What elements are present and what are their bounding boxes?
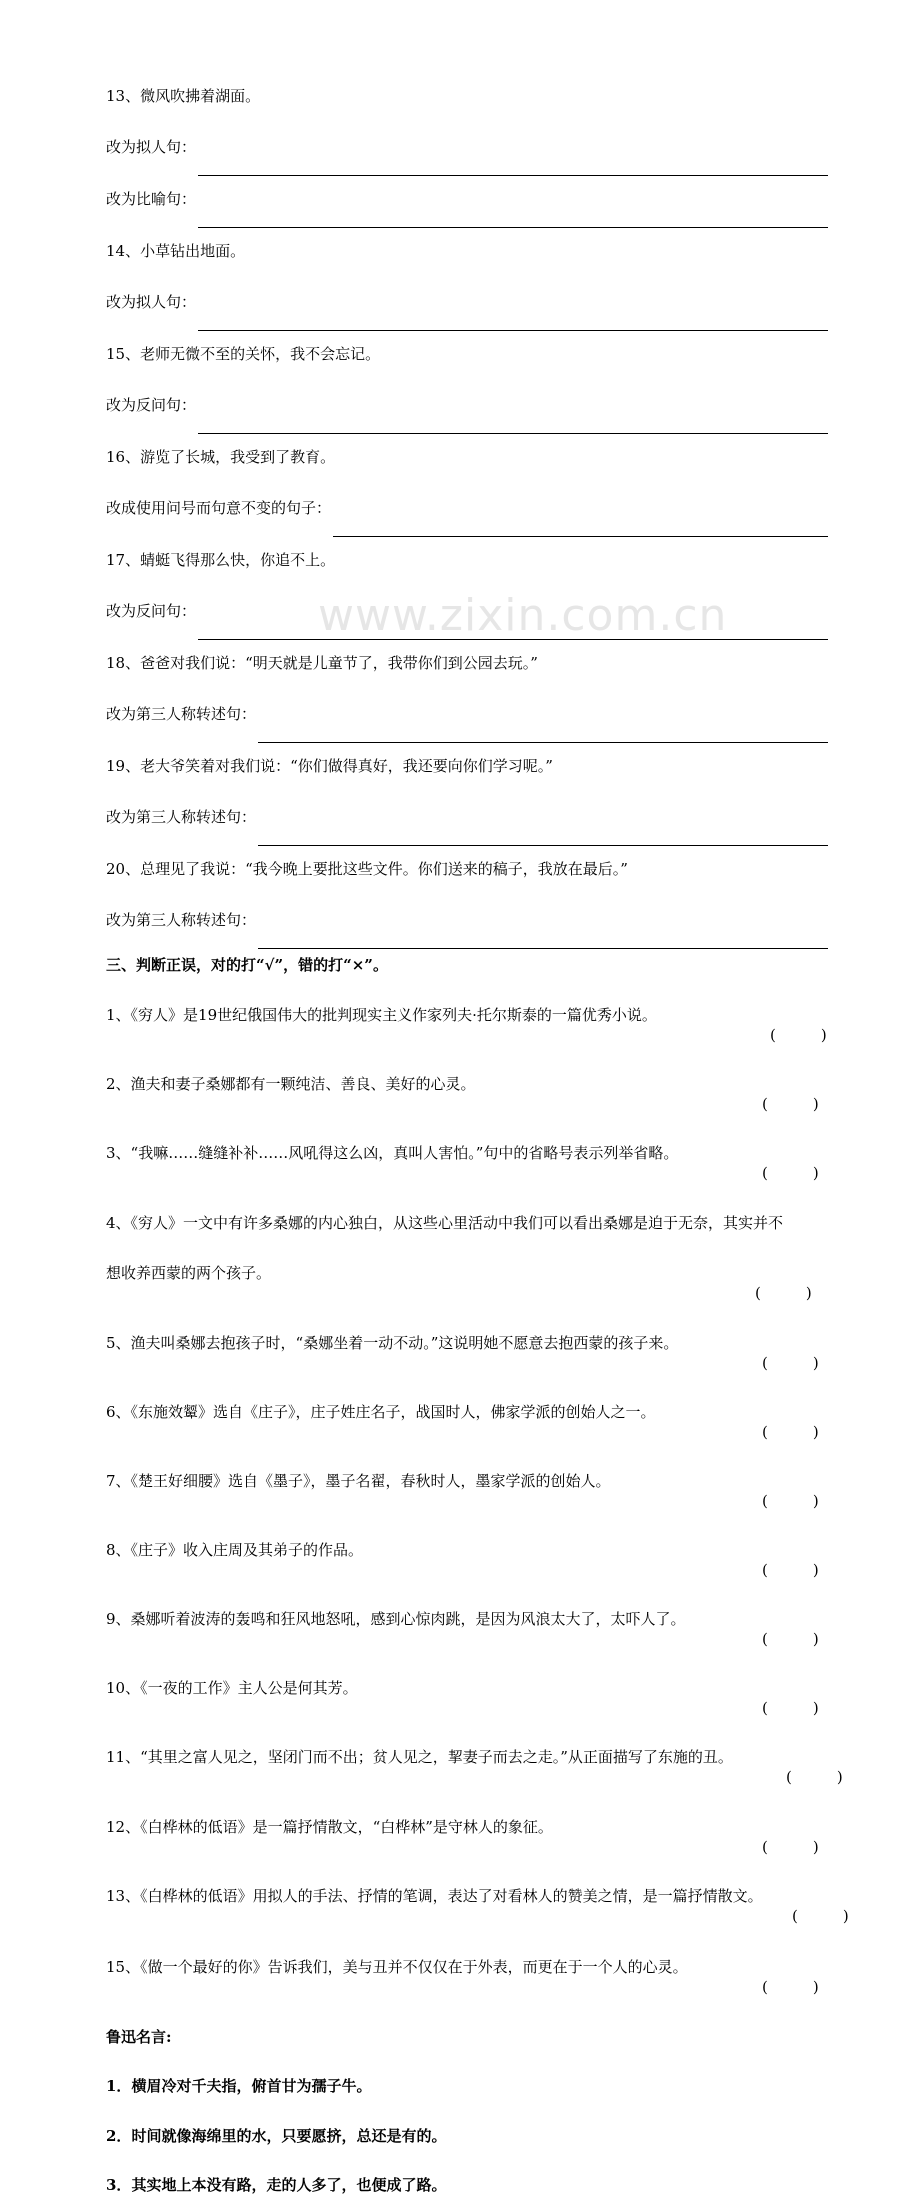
answer-line[interactable] <box>258 948 828 949</box>
judge-item: 12、《白桦林的低语》是一篇抒情散文，“白桦林”是守林人的象征。 <box>106 1818 553 1836</box>
rewrite-prompt: 改为第三人称转述句： <box>106 911 257 929</box>
answer-parentheses[interactable]: ( ) <box>786 1768 843 1786</box>
judge-item: 6、《东施效颦》选自《庄子》，庄子姓庄名子，战国时人，佛家学派的创始人之一。 <box>106 1403 656 1421</box>
rewrite-question: 19、老大爷笑着对我们说：“你们做得真好，我还要向你们学习呢。” <box>106 757 553 775</box>
quote-number: 3． <box>106 2176 132 2194</box>
rewrite-prompt: 改成使用问号而句意不变的句子： <box>106 499 332 517</box>
answer-parentheses[interactable]: ( ) <box>762 1354 819 1372</box>
rewrite-question: 20、总理见了我说：“我今晚上要批这些文件。你们送来的稿子，我放在最后。” <box>106 860 628 878</box>
quote-text: 时间就像海绵里的水，只要愿挤，总还是有的。 <box>131 2127 447 2145</box>
rewrite-question: 18、爸爸对我们说：“明天就是儿童节了，我带你们到公园去玩。” <box>106 654 538 672</box>
answer-parentheses[interactable]: ( ) <box>762 1699 819 1717</box>
judge-item: 10、《一夜的工作》主人公是何其芳。 <box>106 1679 358 1697</box>
rewrite-question: 13、微风吹拂着湖面。 <box>106 87 261 105</box>
answer-parentheses[interactable]: ( ) <box>792 1907 849 1925</box>
answer-parentheses[interactable]: ( ) <box>762 1492 819 1510</box>
judge-item: 4、《穷人》一文中有许多桑娜的内心独白，从这些心里活动中我们可以看出桑娜是迫于无奈，其实并不 <box>106 1214 784 1232</box>
judge-item: 3、“我嘛……缝缝补补……风吼得这么凶，真叫人害怕。”句中的省略号表示列举省略。 <box>106 1144 679 1162</box>
quote-text: 其实地上本没有路，走的人多了，也便成了路。 <box>131 2176 447 2194</box>
answer-line[interactable] <box>198 639 828 640</box>
judge-item: 13、《白桦林的低语》用拟人的手法、抒情的笔调，表达了对看林人的赞美之情，是一篇抒情散文。 <box>106 1887 763 1905</box>
rewrite-prompt: 改为第三人称转述句： <box>106 705 257 723</box>
judge-item: 2、渔夫和妻子桑娜都有一颗纯洁、善良、美好的心灵。 <box>106 1075 476 1093</box>
judge-item: 5、渔夫叫桑娜去抱孩子时，“桑娜坐着一动不动。”这说明她不愿意去抱西蒙的孩子来。 <box>106 1334 679 1352</box>
watermark: www.zixin.com.cn <box>318 590 728 641</box>
answer-parentheses[interactable]: ( ) <box>762 1838 819 1856</box>
answer-line[interactable] <box>258 742 828 743</box>
answer-parentheses[interactable]: ( ) <box>762 1630 819 1648</box>
judge-item: 8、《庄子》收入庄周及其弟子的作品。 <box>106 1541 364 1559</box>
quote-number: 2． <box>106 2127 132 2145</box>
judge-item: 11、“其里之富人见之，坚闭门而不出；贫人见之，挈妻子而去之走。”从正面描写了东施的丑。 <box>106 1748 733 1766</box>
rewrite-prompt: 改为第三人称转述句： <box>106 808 257 826</box>
quote-item <box>106 2076 920 2096</box>
quote-item <box>106 2126 920 2146</box>
rewrite-question: 14、小草钻出地面。 <box>106 242 246 260</box>
answer-line[interactable] <box>198 227 828 228</box>
answer-parentheses[interactable]: ( ) <box>762 1978 819 1996</box>
answer-line[interactable] <box>258 845 828 846</box>
quote-item <box>106 2175 920 2195</box>
answer-parentheses[interactable]: ( ) <box>762 1164 819 1182</box>
judge-item: 9、桑娜听着波涛的轰鸣和狂风地怒吼，感到心惊肉跳，是因为风浪太大了，太吓人了。 <box>106 1610 686 1628</box>
rewrite-question: 16、游览了长城，我受到了教育。 <box>106 448 336 466</box>
rewrite-question: 17、蜻蜓飞得那么快，你追不上。 <box>106 551 336 569</box>
judge-item: 想收养西蒙的两个孩子。 <box>106 1264 272 1282</box>
quote-number: 1． <box>106 2077 132 2095</box>
answer-line[interactable] <box>198 175 828 176</box>
answer-parentheses[interactable]: ( ) <box>770 1026 827 1044</box>
answer-line[interactable] <box>198 433 828 434</box>
answer-parentheses[interactable]: ( ) <box>762 1561 819 1579</box>
quotes-title: 鲁迅名言: <box>106 2028 172 2046</box>
rewrite-prompt: 改为反问句： <box>106 602 197 620</box>
judge-item: 7、《楚王好细腰》选自《墨子》，墨子名翟，春秋时人，墨家学派的创始人。 <box>106 1472 611 1490</box>
answer-parentheses[interactable]: ( ) <box>755 1284 812 1302</box>
answer-line[interactable] <box>333 536 828 537</box>
quote-text: 横眉冷对千夫指，俯首甘为孺子牛。 <box>131 2077 372 2095</box>
answer-line[interactable] <box>198 330 828 331</box>
judge-item: 1、《穷人》是19世纪俄国伟大的批判现实主义作家列夫·托尔斯泰的一篇优秀小说。 <box>106 1006 657 1024</box>
rewrite-prompt: 改为反问句： <box>106 396 197 414</box>
rewrite-question: 15、老师无微不至的关怀，我不会忘记。 <box>106 345 381 363</box>
judge-item: 15、《做一个最好的你》告诉我们，美与丑并不仅仅在于外表，而更在于一个人的心灵。 <box>106 1958 688 1976</box>
answer-parentheses[interactable]: ( ) <box>762 1423 819 1441</box>
rewrite-prompt: 改为拟人句： <box>106 138 197 156</box>
answer-parentheses[interactable]: ( ) <box>762 1095 819 1113</box>
rewrite-prompt: 改为拟人句： <box>106 293 197 311</box>
section3-title: 三、判断正误，对的打“√”，错的打“×”。 <box>106 956 388 974</box>
rewrite-prompt: 改为比喻句： <box>106 190 197 208</box>
